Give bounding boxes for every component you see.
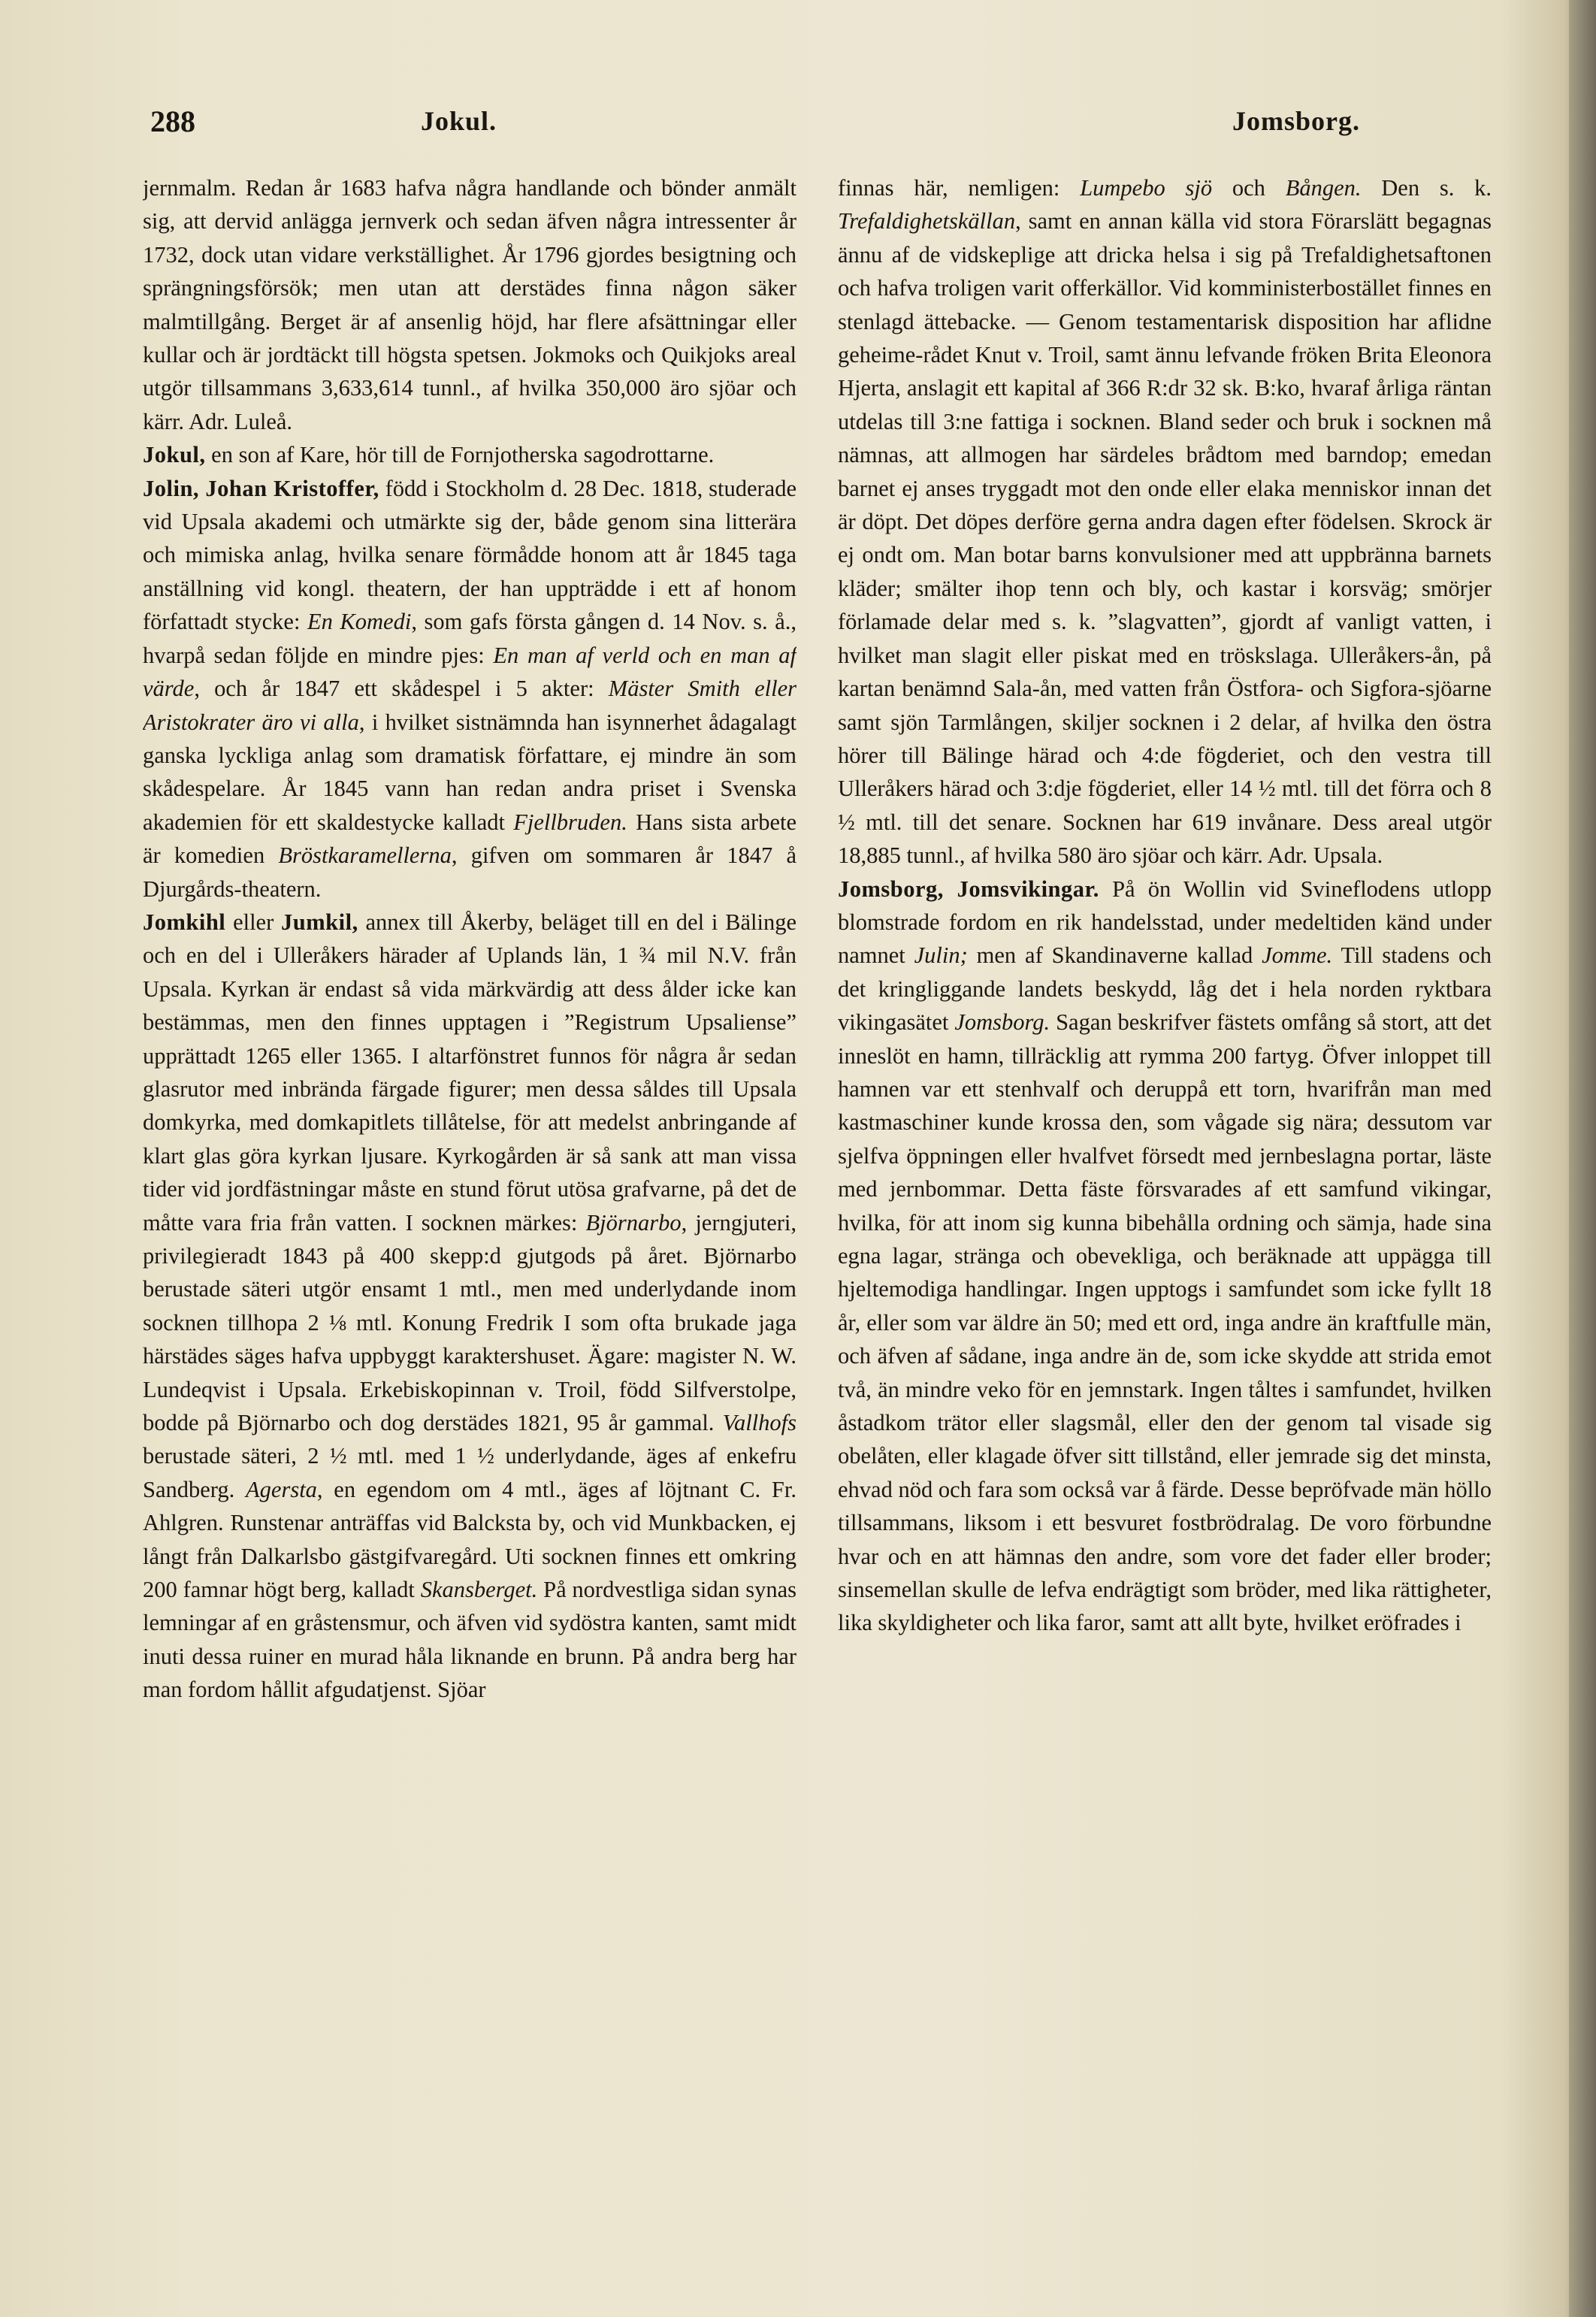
italic-term: Bången. bbox=[1285, 175, 1362, 201]
body-text: , i hvilket sistnämnda han isynnerhet ådagalagt ganska lyckliga anlag som dramatisk författare, ej mindre än som skådespelare. År 1845 vann han redan andra priset i Svenska akademien för ett skaldestycke kalladt bbox=[143, 709, 796, 835]
paragraph bbox=[143, 438, 796, 471]
italic-term: Bröstkaramellerna bbox=[278, 842, 452, 869]
body-text: och bbox=[1212, 175, 1286, 201]
body-text: , en egendom om 4 mtl., äges af löjtnant C. Fr. Ahlgren. Runstenar anträffas vid Balcksta by, och vid Munkbacken, ej långt från Dalkarlsbo gästgifvaregård. Uti socknen finnes ett omkring 200 famnar högt berg, kalladt bbox=[143, 1476, 796, 1603]
body-text: en son af Kare, hör till de Fornjotherska sagodrottarne. bbox=[205, 442, 715, 468]
italic-term: Fjellbruden. bbox=[513, 809, 627, 835]
page-number: 288 bbox=[150, 104, 195, 138]
body-text: , som gafs första gången d. 14 Nov. s. å., hvarpå sedan följde en mindre pjes: bbox=[143, 609, 796, 668]
header-right-headword: Jomsborg. bbox=[1232, 106, 1360, 136]
page-edge-shadow bbox=[1569, 0, 1596, 2317]
right-text-column bbox=[838, 171, 1492, 2261]
italic-term: Jomme. bbox=[1262, 942, 1333, 969]
left-text-column bbox=[143, 171, 796, 2261]
paragraph bbox=[838, 873, 1492, 1640]
italic-term: Agersta bbox=[246, 1476, 317, 1502]
body-text: jernmalm. Redan år 1683 hafva några handlande och bönder anmält sig, att dervid anlägga jernverk och sedan äfven några intressenter år 1732, dock utan vidare verkställighet. År 1796 gjordes besigtning och sprängningsförsök; men utan att derstädes finna någon säker malmtillgång. Berget är af ansenlig höjd, har flere afsättningar eller kullar och är jordtäckt till högsta spetsen. Jokmoks och Quikjoks areal utgör tillsammans 3,633,614 tunnl., af hvilka 350,000 äro sjöar och kärr. Adr. Luleå. bbox=[143, 175, 796, 434]
body-text: annex till Åkerby, beläget till en del i Bälinge och en del i Ulleråkers härader af Uplands län, 1 ¾ mil N.V. från Upsala. Kyrkan är endast så vida märkvärdig att dess ålder icke kan bestämmas, men den finnes upptagen i ”Registrum Upsaliense” upprättadt 1265 eller 1365. I altarfönstret funnos för några år sedan glasrutor med inbrända färgade figurer; men dessa såldes till Upsala domkyrka, med domkapitlets tillåtelse, för att medelst anbringande af klart glas göra kyrkan ljusare. Kyrkogården är så sank att man vissa tider vid jordfästningar måste en stund förut utösa grafvarne, på det de måtte vara fria från vatten. I socknen märkes: bbox=[143, 909, 796, 1236]
italic-term: Björnarbo bbox=[585, 1209, 682, 1236]
italic-term: Jomsborg. bbox=[954, 1009, 1050, 1036]
entry-headword: Jokul, bbox=[143, 442, 206, 468]
body-text: eller bbox=[225, 909, 282, 935]
entry-headword: Jomkihl bbox=[143, 909, 226, 935]
body-text: Till stadens och det kringliggande landets beskydd, låg det i hela norden ryktbara vikingasätet bbox=[838, 942, 1492, 1036]
paragraph bbox=[143, 472, 796, 906]
body-text: På nordvestliga sidan synas lemningar af en gråstensmur, och äfven vid sydöstra kanten, samt midt inuti dessa ruiner en murad håla liknande en brunn. På andra berg har man fordom hållit afgudatjenst. Sjöar bbox=[143, 1577, 796, 1703]
header-left-headword: Jokul. bbox=[421, 106, 497, 136]
italic-term: Vallhofs bbox=[722, 1410, 796, 1436]
body-text: Hans sista arbete är komedien bbox=[143, 809, 796, 869]
italic-term: Trefaldighetskällan bbox=[838, 208, 1016, 234]
paragraph bbox=[143, 906, 796, 1707]
body-text: född i Stockholm d. 28 Dec. 1818, studerade vid Upsala akademi och utmärkte sig der, både genom sina litterära och mimiska anlag, hvilka senare förmådde honom att år 1845 taga anställning vid kongl. theatern, der han uppträdde i ett af honom författadt stycke: bbox=[143, 475, 796, 635]
paragraph bbox=[143, 171, 796, 438]
body-text: berustade säteri, 2 ½ mtl. med 1 ½ underlydande, äges af enkefru Sandberg. bbox=[143, 1443, 796, 1502]
italic-term: Lumpebo sjö bbox=[1080, 175, 1213, 201]
italic-term: En Komedi bbox=[307, 609, 412, 635]
italic-term: Skansberget. bbox=[420, 1577, 538, 1603]
paragraph bbox=[838, 171, 1492, 873]
running-header bbox=[150, 104, 1480, 149]
italic-term: Mäster Smith eller Aristokrater äro vi alla bbox=[143, 676, 796, 735]
body-text: , och år 1847 ett skådespel i 5 akter: bbox=[194, 676, 609, 702]
entry-headword: Jumkil, bbox=[281, 909, 358, 935]
body-text: , samt en annan källa vid stora Förarslätt begagnas ännu af de vidskeplige att dricka helsa i sig på Trefaldighetsaftonen och hafva troligen varit offerkällor. Vid komministerbostället finnes en stenlagd ättebacke. — Genom testamentarisk disposition har aflidne geheime-rådet Knut v. Troil, samt ännu lefvande fröken Brita Eleonora Hjerta, anslagit ett kapital af 366 R:dr 32 sk. B:ko, hvaraf årliga räntan utdelas till 3:ne fattiga i socknen. Bland seder och bruk i socknen må nämnas, att allmogen har särdeles brådtom med barndop; emedan barnet ej anses tryggadt mot den onde eller elaka menniskor innan det är döpt. Det döpes derföre gerna andra dagen efter födelsen. Skrock är ej ondt om. Man botar barns konvulsioner med att uppbränna barnets kläder; smälter ihop tenn och bly, och kastar i korsväg; smörjer förlamade delar med s. k. ”slagvatten”, gjordt af vanligt vatten, i hvilket man slagit eller piskat med en tröskslaga. Ulleråkers-ån, på kartan benämnd Sala-ån, med vatten från Östfora- och Sigfora-sjöarne samt sjön Tarmlången, skiljer socknen i 2 delar, af hvilka den östra hörer till Bälinge härad och 4:de fögderiet, och den vestra till Ulleråkers härad och 3:dje fögderiet, eller 14 ½ mtl. till det förra och 8 ½ mtl. till det senare. Socknen har 619 invånare. Dess areal utgör 18,885 tunnl., af hvilka 580 äro sjöar och kärr. Adr. Upsala. bbox=[838, 208, 1492, 869]
body-text: På ön Wollin vid Svineflodens utlopp blomstrade fordom en rik handelsstad, under medeltiden känd under namnet bbox=[838, 876, 1492, 969]
entry-headword: Jomsborg, Jomsvikingar. bbox=[838, 876, 1099, 902]
body-text: finnas här, nemligen: bbox=[838, 175, 1081, 201]
italic-term: Julin; bbox=[914, 942, 968, 969]
body-text: Sagan beskrifver fästets omfång så stort, att det inneslöt en hamn, tillräcklig att rymma 200 fartyg. Öfver inloppet till hamnen var ett stenhvalf och deruppå ett torn, hvarifrån man med kastmaschiner kunde krossa den, som vågade sig nära; dessutom var sjelfva öppningen eller hvalfvet försedt med jernbeslagna portar, läste med jernbommar. Detta fäste försvarades af ett samfund vikingar, hvilka, för att inom sig kunna bibehålla ordning och sämja, hade sina egna lagar, stränga och obevekliga, och beräknade att uppägga till hjeltemodiga handlingar. Ingen upptogs i samfundet som icke fyllt 18 år, eller som var äldre än 50; med ett ord, inga andre än kraftfulle män, och äfven af sådane, inga andre än de, som icke skydde att strida emot två, än mindre veko för en jemnstark. Ingen tåltes i samfundet, hvilken åstadkom trätor eller slagsmål, eller den der genom tal visade sig obelåten, eller klagade öfver sitt tillstånd, eller jemrade sig det minsta, ehvad nöd och fara som också var å färde. Desse bepröfvade män höllo tillsammans, liksom i ett besvuret fostbrödralag. De voro förbundne hvar och en att hämnas den andre, som vore det fader eller broder; sinsemellan skulle de lefva endrägtigt som bröder, med lika rättigheter, lika skyldigheter och lika faror, samt att allt byte, hvilket eröfrades i bbox=[838, 1009, 1492, 1636]
entry-headword: Jolin, Johan Kristoffer, bbox=[143, 475, 379, 501]
body-text: Den s. k. bbox=[1361, 175, 1492, 201]
italic-term: En man af verld och en man af värde bbox=[143, 642, 796, 702]
body-text: men af Skandinaverne kallad bbox=[967, 942, 1262, 969]
body-text: , jerngjuteri, privilegieradt 1843 på 400 skepp:d gjutgods på året. Björnarbo berustade säteri utgör ensamt 1 mtl., men med underlydande inom socknen tillhopa 2 ⅛ mtl. Konung Fredrik I som ofta brukade jaga härstädes säges hafva uppbyggt karaktershuset. Ägare: magister N. W. Lundeqvist i Upsala. Erkebiskopinnan v. Troil, född Silfverstolpe, bodde på Björnarbo och dog derstädes 1821, 95 år gammal. bbox=[143, 1209, 796, 1436]
body-text: , gifven om sommaren år 1847 å Djurgårds-theatern. bbox=[143, 842, 796, 902]
